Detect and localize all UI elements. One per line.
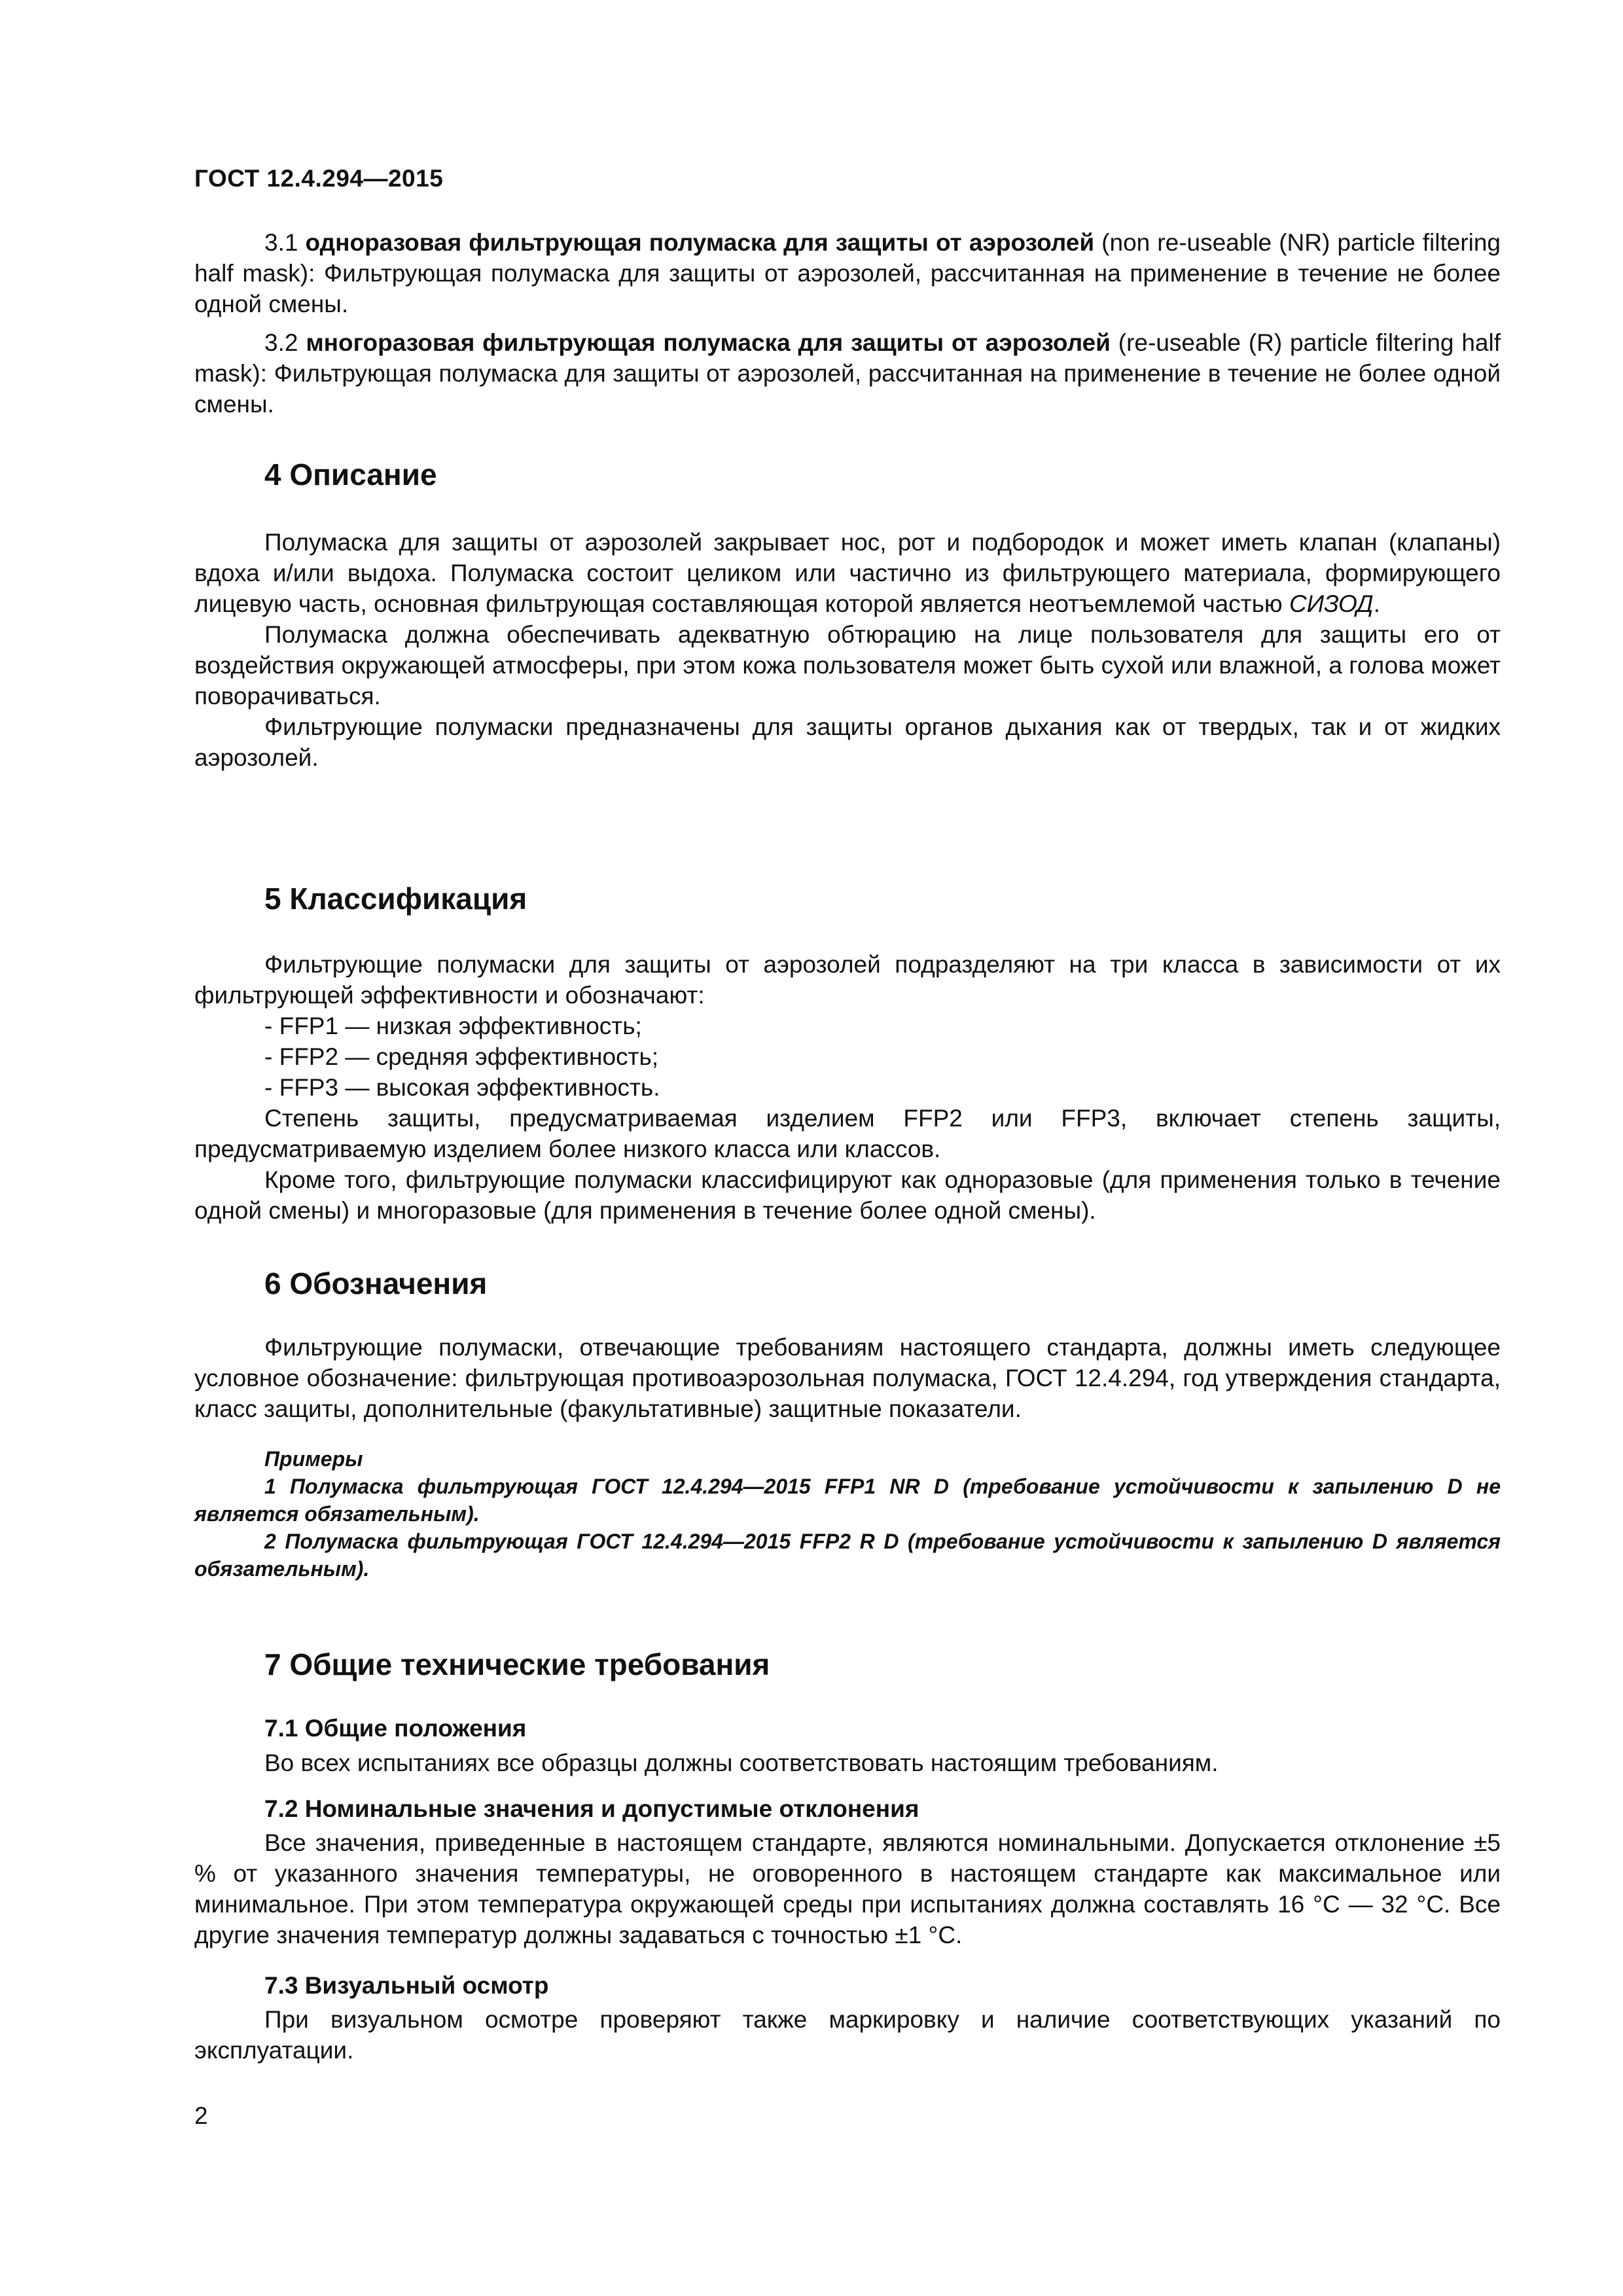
section-4-title: 4 Описание	[264, 457, 437, 492]
paragraph: Степень защиты, предусматриваемая изделием FFP2 или FFP3, включает степень защиты, предусматриваемую изделием более низкого класса или классов.	[194, 1105, 1501, 1162]
paragraph: Фильтрующие полумаски для защиты от аэрозолей подразделяют на три класса в зависимости от их фильтрующей эффективности и обозначают:	[194, 951, 1501, 1009]
list-item: - FFP3 — высокая эффективность.	[264, 1074, 660, 1101]
subsection-7-3-body	[194, 2004, 1501, 2066]
examples-label: Примеры	[264, 1447, 363, 1471]
term: одноразовая фильтрующая полумаска для защиты от аэрозолей	[305, 229, 1095, 256]
section-6-body	[194, 1332, 1501, 1424]
paragraph: Кроме того, фильтрующие полумаски классифицируют как одноразовые (для применения только в течение одной смены) и многоразовые (для применения в течение более одной смены).	[194, 1166, 1501, 1224]
paragraph: Все значения, приведенные в настоящем стандарте, являются номинальными. Допускается отклонение ±5 % от указанного значения температуры, не оговоренного в настоящем стандарте как максимальное или минимальное. При этом температура окружающей среды при испытаниях должна составлять 16 °С — 32 °С. Все другие значения температур должны задаваться с точностью ±1 °С.	[194, 1829, 1501, 1948]
definition-text: (non re-useable (NR) particle filtering half mask): Фильтрующая полумаска для защиты от аэрозолей, рассчитанная на применение в течение не более одной смены.	[194, 229, 1501, 317]
section-6-title: 6 Обозначения	[264, 1266, 488, 1300]
subsection-7-3-title: 7.3 Визуальный осмотр	[264, 1972, 549, 1999]
paragraph: Полумаска должна обеспечивать адекватную обтюрацию на лице пользователя для защиты его от воздействия окружающей атмосферы, при этом кожа пользователя может быть сухой или влажной, а голова может поворачиваться.	[194, 621, 1501, 709]
list-item: - FFP2 — средняя эффективность;	[264, 1043, 659, 1070]
document-header: ГОСТ 12.4.294—2015	[194, 165, 444, 192]
paragraph: Во всех испытаниях все образцы должны соответствовать настоящим требованиям.	[264, 1749, 1219, 1776]
clause-number: 3.2	[264, 329, 298, 356]
list-item: - FFP1 — низкая эффективность;	[264, 1013, 642, 1039]
definition-3-1	[194, 227, 1501, 319]
section-4-body	[194, 527, 1501, 773]
section-7-title: 7 Общие технические требования	[264, 1647, 770, 1681]
paragraph: При визуальном осмотре проверяют также маркировку и наличие соответствующих указаний по эксплуатации.	[194, 2006, 1501, 2064]
page-number: 2	[194, 2102, 208, 2129]
subsection-7-2-body	[194, 1827, 1501, 1950]
subsection-7-1-body	[194, 1748, 1501, 1778]
definition-3-2	[194, 327, 1501, 420]
term: многоразовая фильтрующая полумаска для защиты от аэрозолей	[306, 329, 1111, 356]
example-2: 2 Полумаска фильтрующая ГОСТ 12.4.294—2015 FFP2 R D (требование устойчивости к запылению D является обязательным).	[194, 1530, 1501, 1581]
example-1: 1 Полумаска фильтрующая ГОСТ 12.4.294—2015 FFP1 NR D (требование устойчивости к запылению D не является обязательным).	[194, 1475, 1501, 1526]
subsection-7-2-title: 7.2 Номинальные значения и допустимые отклонения	[264, 1795, 919, 1822]
section-5-body	[194, 949, 1501, 1226]
examples-block	[194, 1445, 1501, 1583]
paragraph: Фильтрующие полумаски предназначены для защиты органов дыхания как от твердых, так и от жидких аэрозолей.	[194, 713, 1501, 771]
subsection-7-1-title: 7.1 Общие положения	[264, 1715, 527, 1742]
clause-number: 3.1	[264, 229, 298, 256]
definition-text: (re-useable (R) particle filtering half mask): Фильтрующая полумаска для защиты от аэрозолей, рассчитанная на применение в течение не более одной смены.	[194, 329, 1501, 418]
section-5-title: 5 Классификация	[264, 882, 527, 916]
paragraph: Полумаска для защиты от аэрозолей закрывает нос, рот и подбородок и может иметь клапан (клапаны) вдоха и/или выдоха. Полумаска состоит целиком или частично из фильтрующего материала, формирующего лицевую часть, основная фильтрующая составляющая которой является неотъемлемой частью СИЗОД.	[194, 529, 1501, 617]
paragraph: Фильтрующие полумаски, отвечающие требованиям настоящего стандарта, должны иметь следующее условное обозначение: фильтрующая противоаэрозольная полумаска, ГОСТ 12.4.294, год утверждения стандарта, класс защиты, дополнительные (факультативные) защитные показатели.	[194, 1334, 1501, 1422]
